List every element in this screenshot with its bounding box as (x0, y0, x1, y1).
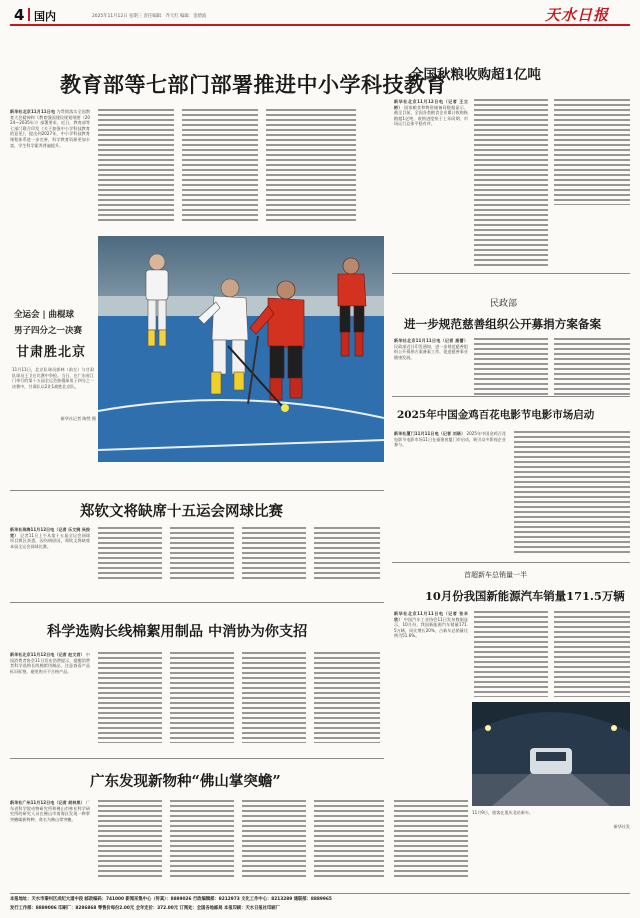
page-number-divider (28, 8, 30, 21)
tennis-column-4 (242, 527, 306, 581)
cotton-rule (10, 602, 384, 603)
tennis-byline-lead (10, 527, 90, 581)
tennis-text: 记者11日上午从第十五届全运会网球项目赛区获悉，因伤病原因，郑钦文将缺席本届全运会网球比赛。 (10, 532, 90, 549)
ev-column-2 (474, 611, 548, 697)
minzheng-column-3 (554, 338, 630, 395)
hockey-photo (98, 236, 384, 462)
minzheng-kicker: 民政部 (490, 299, 518, 309)
main-story-lead: 为贯彻落实全国教育大会精神和《教育强国建设规划纲要（2024—2035年）》部署要求，近日，教育部等七部门联合印发《关于加强中小学科技教育的意见》，提出到2027年，中小学科技教育课程体系进一步完善，科学教育资源更加丰富，学生科学素养普遍提升。 (10, 109, 90, 148)
cotton-column-2 (98, 652, 162, 743)
train-photo (472, 702, 630, 806)
film-column-2 (514, 431, 630, 554)
hockey-photo-art (98, 236, 384, 462)
ev-byline-lead (394, 611, 468, 697)
sidebar-credit: 新华社记者 陶然 摄 (60, 416, 96, 421)
cotton-byline: 新华社北京11月12日电（记者 赵文君） (10, 652, 85, 657)
footer-line-2: 发行工作部：8889006 印刷厂：8286868 零售价每份2.00元 全年定价：372.00元 订阅处：全国各地邮局 本报印刷：天水日报社印刷厂 (10, 906, 280, 911)
tennis-rule (10, 490, 384, 491)
cotton-column-3 (170, 652, 234, 743)
sidebar-title-2: 男子四分之一决赛 (14, 326, 83, 336)
minzheng-body (394, 338, 630, 395)
date-line: 2025年11月12日 星期三 责任编辑：齐天红 编辑：金碧波 (92, 14, 207, 19)
guangdong-column-5 (314, 800, 384, 880)
ev-photo-caption: 11月9日，旅客在重庆北站乘车。 (472, 810, 534, 815)
film-text: 2025年中国金鸡百花电影节电影市场11日在福建省厦门市启动，吸引众多影视企业参与。 (394, 431, 506, 448)
tennis-column-5 (314, 527, 380, 581)
train-photo-art (472, 702, 630, 806)
cotton-headline: 科学选购长线棉絮用制品 中消协为你支招 (47, 624, 308, 640)
ev-body (394, 611, 630, 697)
guangdong-rule (10, 758, 384, 759)
grain-headline: 全国秋粮收购超1亿吨 (410, 67, 541, 83)
tennis-byline: 新华社珠海11月12日电（记者 乐文婉 吴俊宽） (10, 527, 90, 538)
page-number: 4 (14, 6, 25, 24)
cotton-byline-lead (10, 652, 90, 743)
main-story-body (10, 109, 362, 221)
grain-column-3 (554, 99, 630, 205)
guangdong-text: 广东省科学院动物研究所和佛山市林业科学研究所的研究人员在佛山市南海区发现一种掌突蟾属新物种，命名为佛山掌突蟾。 (10, 800, 90, 822)
ev-byline: 新华社北京11月11日电（记者 张辛欣） (394, 611, 468, 622)
header-rule (10, 24, 630, 26)
film-headline: 2025年中国金鸡百花电影节电影市场启动 (397, 409, 595, 421)
cotton-text: 中国消费者协会11日发布消费提示，提醒消费者科学选购长线棉絮用制品，注意查看产品标识标签，避免购买不合格产品。 (10, 652, 90, 674)
sidebar-caption: 11月11日，北京队球员郭林（前左）与甘肃队球员王卫在比赛中争抢。当日，在广东省江门举行的第十五届全运会曲棍球男子四分之一决赛中，甘肃队以2比1战胜北京队。 (12, 367, 94, 389)
ev-column-3 (554, 611, 630, 697)
grain-body (394, 99, 630, 269)
footer-rule (10, 893, 630, 894)
main-headline: 教育部等七部门部署推进中小学科技教育 (60, 72, 447, 97)
grain-byline-lead (394, 99, 468, 269)
tennis-body (10, 527, 384, 581)
section-name: 国内 (34, 10, 56, 23)
footer-line-1: 本报地址：天水市秦州区成纪大道中段 邮政编码：741000 新闻采集中心（传真）：8889026 行政编辑部：8212973 文化工作中心：8213289 通联部：8889965 (10, 897, 332, 902)
grain-byline: 新华社北京11月12日电（记者 王立彬） (394, 99, 468, 110)
minzheng-column-2 (474, 338, 548, 395)
ev-kicker: 首超新车总销量一半 (464, 571, 527, 579)
ev-text: 中国汽车工业协会11日发布数据显示，10月份，我国新能源汽车销量171.5万辆，同比增长20%，占新车总销量比例为51.6%。 (394, 616, 468, 639)
hockey-sidebar (10, 236, 96, 464)
cotton-body (10, 652, 384, 743)
minzheng-rule (392, 273, 630, 274)
film-byline: 新华社厦门11月11日电（记者 刘旸） (394, 431, 466, 436)
masthead-logo: 天水日报 (545, 6, 610, 24)
guangdong-column-3 (170, 800, 234, 880)
guangdong-byline: 新华社广州11月12日电（记者 胡林果） (10, 800, 85, 805)
cotton-column-5 (314, 652, 380, 743)
grain-column-2 (474, 99, 548, 269)
film-rule (392, 396, 630, 397)
tennis-column-2 (98, 527, 162, 581)
minzheng-byline: 新华社北京11月11日电（记者 高蕾） (394, 338, 468, 343)
guangdong-column-4 (242, 800, 306, 880)
minzheng-byline-lead (394, 338, 468, 395)
main-story-column-2 (98, 109, 174, 221)
ev-photo-credit: 新华社发 (613, 824, 630, 829)
cotton-column-4 (242, 652, 306, 743)
tennis-headline: 郑钦文将缺席十五运会网球比赛 (80, 503, 283, 520)
tennis-column-3 (170, 527, 234, 581)
main-story-column-3 (182, 109, 258, 221)
page-header (0, 0, 640, 26)
main-story-byline: 新华社北京11月11日电 (10, 109, 56, 114)
guangdong-body (10, 800, 470, 880)
ev-rule (392, 562, 630, 563)
guangdong-column-6 (394, 800, 468, 880)
film-body (394, 431, 630, 554)
film-byline-lead (394, 431, 506, 554)
main-story-column-4 (266, 109, 356, 221)
guangdong-column-2 (98, 800, 162, 880)
sidebar-title-1: 全运会 | 曲棍球 (14, 310, 75, 320)
guangdong-headline: 广东发现新物种“佛山掌突蟾” (90, 773, 281, 790)
grain-text: 国家粮食和物资储备局数据显示，截至目前，全国各类粮食企业累计收购秋粮超1亿吨，收购进度快于上年同期，市场运行总体平稳有序。 (394, 104, 468, 127)
sidebar-score: 甘肃胜北京 (16, 345, 87, 360)
minzheng-headline: 进一步规范慈善组织公开募捐方案备案 (404, 317, 602, 331)
ev-headline: 10月份我国新能源汽车销量171.5万辆 (425, 589, 625, 603)
minzheng-text: 民政部近日印发通知，进一步规范慈善组织公开募捐方案备案工作，促进慈善事业健康发展。 (394, 343, 468, 360)
main-story-byline-lead (10, 109, 90, 221)
guangdong-byline-lead (10, 800, 90, 880)
